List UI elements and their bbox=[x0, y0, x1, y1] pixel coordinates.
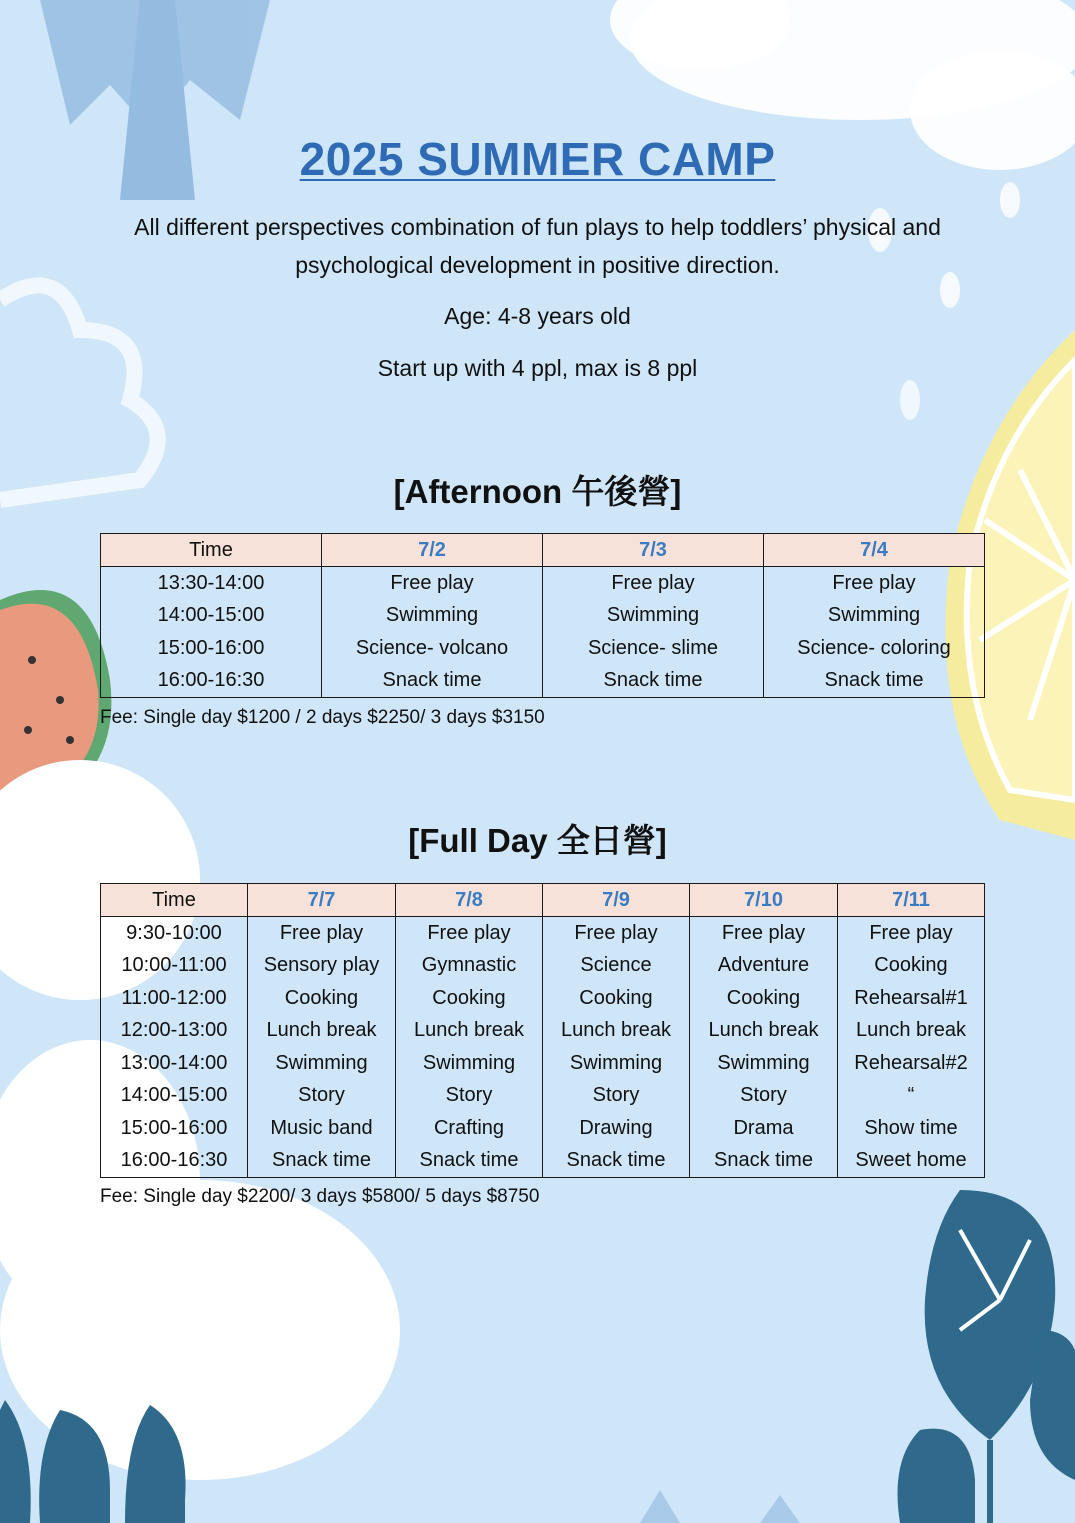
activity-cell: Crafting bbox=[396, 1112, 543, 1145]
activity-cell: Free play bbox=[690, 917, 838, 950]
activity-cell: Free play bbox=[838, 917, 985, 950]
header-date: 7/10 bbox=[690, 884, 838, 917]
activity-cell: Cooking bbox=[248, 982, 396, 1015]
activity-cell: Free play bbox=[543, 917, 690, 950]
activity-cell: Snack time bbox=[690, 1145, 838, 1178]
fullday-title: [Full Day 全日營] bbox=[408, 822, 667, 859]
activity-cell: Adventure bbox=[690, 950, 838, 983]
table-row bbox=[101, 982, 985, 1015]
activity-cell: Lunch break bbox=[396, 1015, 543, 1048]
page-title: 2025 SUMMER CAMP bbox=[299, 133, 776, 185]
time-cell: 14:00-15:00 bbox=[101, 600, 322, 633]
time-cell: 11:00-12:00 bbox=[101, 982, 248, 1015]
activity-cell: Story bbox=[543, 1080, 690, 1113]
activity-cell: Swimming bbox=[764, 600, 985, 633]
afternoon-title: [Afternoon 午後營] bbox=[393, 473, 682, 510]
activity-cell: Snack time bbox=[764, 665, 985, 698]
time-cell: 15:00-16:00 bbox=[101, 632, 322, 665]
activity-cell: Show time bbox=[838, 1112, 985, 1145]
header-date: 7/3 bbox=[543, 534, 764, 567]
time-cell: 10:00-11:00 bbox=[101, 950, 248, 983]
header-date: 7/11 bbox=[838, 884, 985, 917]
activity-cell: Swimming bbox=[543, 600, 764, 633]
header-date: 7/7 bbox=[248, 884, 396, 917]
activity-cell: Cooking bbox=[690, 982, 838, 1015]
activity-cell: Drawing bbox=[543, 1112, 690, 1145]
time-cell: 13:30-14:00 bbox=[101, 567, 322, 600]
time-cell: 15:00-16:00 bbox=[101, 1112, 248, 1145]
activity-cell: Free play bbox=[764, 567, 985, 600]
age-info: Age: 4-8 years old bbox=[444, 303, 631, 329]
table-row bbox=[101, 1080, 985, 1113]
camp-description: All different perspectives combination of fun plays to help toddlers’ physical and psychological development in positive direction. bbox=[134, 214, 941, 278]
time-cell: 14:00-15:00 bbox=[101, 1080, 248, 1113]
fullday-schedule-table bbox=[100, 883, 985, 1178]
activity-cell: Drama bbox=[690, 1112, 838, 1145]
table-row bbox=[101, 665, 985, 698]
activity-cell: Swimming bbox=[248, 1047, 396, 1080]
header-date: 7/9 bbox=[543, 884, 690, 917]
activity-cell: “ bbox=[838, 1080, 985, 1113]
activity-cell: Lunch break bbox=[248, 1015, 396, 1048]
activity-cell: Swimming bbox=[322, 600, 543, 633]
fullday-fee: Fee: Single day $2200/ 3 days $5800/ 5 days $8750 bbox=[100, 1186, 540, 1207]
activity-cell: Snack time bbox=[543, 665, 764, 698]
time-cell: 16:00-16:30 bbox=[101, 1145, 248, 1178]
table-row bbox=[101, 1047, 985, 1080]
table-row bbox=[101, 1145, 985, 1178]
activity-cell: Story bbox=[396, 1080, 543, 1113]
activity-cell: Science- coloring bbox=[764, 632, 985, 665]
header-time: Time bbox=[101, 884, 248, 917]
activity-cell: Snack time bbox=[396, 1145, 543, 1178]
activity-cell: Free play bbox=[543, 567, 764, 600]
activity-cell: Rehearsal#1 bbox=[838, 982, 985, 1015]
activity-cell: Sensory play bbox=[248, 950, 396, 983]
activity-cell: Snack time bbox=[322, 665, 543, 698]
activity-cell: Snack time bbox=[248, 1145, 396, 1178]
activity-cell: Science bbox=[543, 950, 690, 983]
time-cell: 13:00-14:00 bbox=[101, 1047, 248, 1080]
time-cell: 16:00-16:30 bbox=[101, 665, 322, 698]
activity-cell: Sweet home bbox=[838, 1145, 985, 1178]
activity-cell: Lunch break bbox=[690, 1015, 838, 1048]
activity-cell: Swimming bbox=[543, 1047, 690, 1080]
activity-cell: Story bbox=[690, 1080, 838, 1113]
activity-cell: Free play bbox=[396, 917, 543, 950]
table-header-row bbox=[101, 534, 985, 567]
time-cell: 9:30-10:00 bbox=[101, 917, 248, 950]
activity-cell: Music band bbox=[248, 1112, 396, 1145]
header-time: Time bbox=[101, 534, 322, 567]
table-row bbox=[101, 632, 985, 665]
activity-cell: Science- slime bbox=[543, 632, 764, 665]
table-row bbox=[101, 1112, 985, 1145]
table-row bbox=[101, 917, 985, 950]
activity-cell: Cooking bbox=[543, 982, 690, 1015]
activity-cell: Rehearsal#2 bbox=[838, 1047, 985, 1080]
activity-cell: Lunch break bbox=[543, 1015, 690, 1048]
afternoon-schedule-table bbox=[100, 533, 985, 698]
capacity-info: Start up with 4 ppl, max is 8 ppl bbox=[377, 355, 698, 381]
activity-cell: Science- volcano bbox=[322, 632, 543, 665]
table-row bbox=[101, 567, 985, 600]
activity-cell: Swimming bbox=[690, 1047, 838, 1080]
activity-cell: Gymnastic bbox=[396, 950, 543, 983]
table-header-row bbox=[101, 884, 985, 917]
header-date: 7/8 bbox=[396, 884, 543, 917]
activity-cell: Snack time bbox=[543, 1145, 690, 1178]
header-date: 7/4 bbox=[764, 534, 985, 567]
header-date: 7/2 bbox=[322, 534, 543, 567]
activity-cell: Lunch break bbox=[838, 1015, 985, 1048]
afternoon-fee: Fee: Single day $1200 / 2 days $2250/ 3 days $3150 bbox=[100, 707, 545, 728]
activity-cell: Story bbox=[248, 1080, 396, 1113]
table-row bbox=[101, 950, 985, 983]
activity-cell: Free play bbox=[322, 567, 543, 600]
table-row bbox=[101, 1015, 985, 1048]
activity-cell: Swimming bbox=[396, 1047, 543, 1080]
table-row bbox=[101, 600, 985, 633]
activity-cell: Cooking bbox=[396, 982, 543, 1015]
time-cell: 12:00-13:00 bbox=[101, 1015, 248, 1048]
activity-cell: Free play bbox=[248, 917, 396, 950]
activity-cell: Cooking bbox=[838, 950, 985, 983]
